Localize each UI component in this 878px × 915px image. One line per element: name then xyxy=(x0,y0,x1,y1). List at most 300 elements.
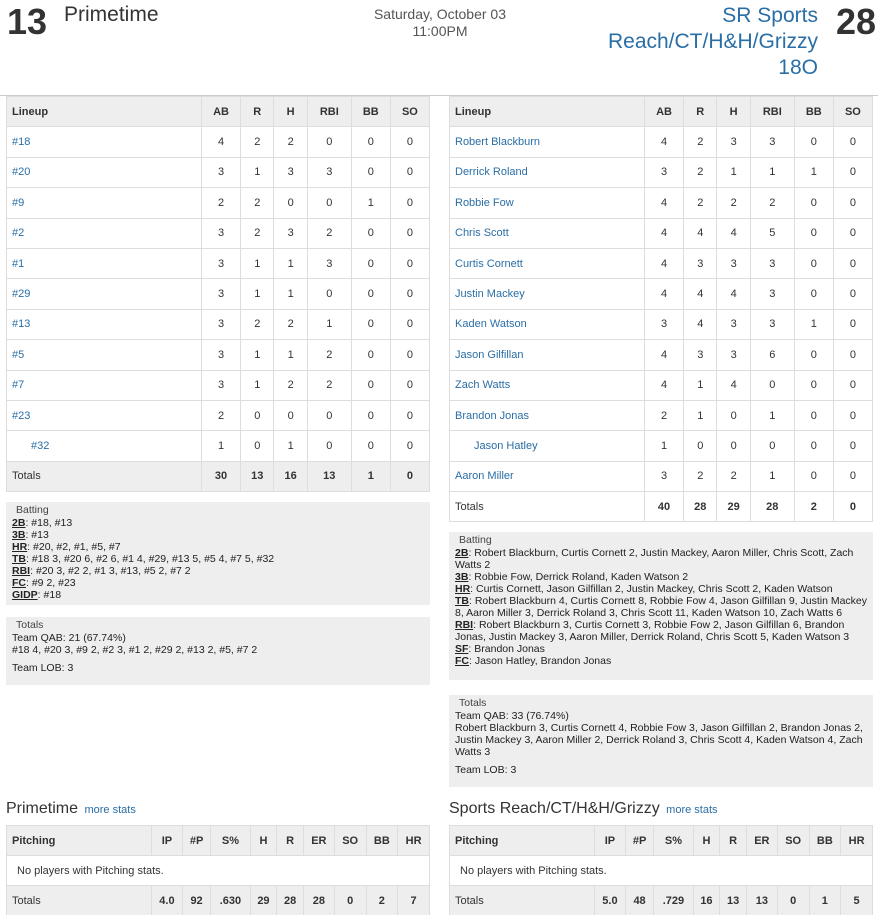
player-link[interactable]: Jason Hatley xyxy=(474,439,538,452)
stat-so: 0 xyxy=(390,157,429,187)
batting-note: FC: #9 2, #23 xyxy=(12,577,76,589)
stat-ab: 1 xyxy=(645,431,684,461)
batting-note-value: #18 3, #20 6, #2 6, #1 4, #29, #13 5, #5 4, #7 5, #32 xyxy=(31,553,275,565)
stat-r: 1 xyxy=(241,157,274,187)
batting-note: RBI: Robert Blackburn 3, Curtis Cornett 3, Robbie Fow 2, Jason Gilfillan 6, Brandon Jonas, Justin Mackey 3, Aaron Miller, Derrick Roland, Chris Scott 5, Kaden Watson 3 xyxy=(455,619,850,643)
game-date: Saturday, October 03 xyxy=(373,6,507,22)
table-row xyxy=(7,400,430,430)
table-row xyxy=(450,340,873,370)
total-bb: 1 xyxy=(351,461,390,491)
stat-rbi: 1 xyxy=(750,461,794,491)
stat-rbi: 0 xyxy=(750,370,794,400)
column-header: ER xyxy=(746,826,777,856)
stat-bb: 0 xyxy=(351,248,390,278)
column-header-r: R xyxy=(684,97,717,127)
away-team-name-line1[interactable]: SR Sports xyxy=(722,4,818,27)
stat-bb: 0 xyxy=(351,309,390,339)
player-link[interactable]: #23 xyxy=(12,409,31,422)
total-so: 0 xyxy=(833,492,872,522)
player-link[interactable]: #5 xyxy=(12,348,25,361)
away-team-name[interactable] xyxy=(568,3,818,81)
batting-note-key: 3B xyxy=(12,529,26,541)
stat-bb: 0 xyxy=(351,127,390,157)
column-header: BB xyxy=(809,826,841,856)
team-qab-value: 21 (67.74%) xyxy=(68,632,126,644)
batting-note: HR: #20, #2, #1, #5, #7 xyxy=(12,541,121,553)
pitch-total: .729 xyxy=(654,886,693,915)
column-header-ab: AB xyxy=(645,97,684,127)
column-header-ab: AB xyxy=(202,97,241,127)
column-header: R xyxy=(720,826,747,856)
pitch-total: 2 xyxy=(366,886,398,915)
game-header xyxy=(0,0,878,96)
stat-so: 0 xyxy=(390,279,429,309)
column-header-lineup: Lineup xyxy=(450,97,645,127)
stat-so: 0 xyxy=(833,461,872,491)
batting-note-value: Robbie Fow, Derrick Roland, Kaden Watson 2 xyxy=(474,571,689,583)
pitch-total: 29 xyxy=(250,886,277,915)
header-row xyxy=(7,826,430,856)
player-cell xyxy=(450,309,645,339)
batting-note-value: #13 xyxy=(31,529,49,541)
stat-r: 1 xyxy=(241,370,274,400)
pitch-total: 92 xyxy=(182,886,210,915)
player-cell xyxy=(450,248,645,278)
stat-so: 0 xyxy=(833,218,872,248)
batting-note-value: Jason Hatley, Brandon Jonas xyxy=(474,655,612,667)
player-cell xyxy=(7,218,202,248)
table-row xyxy=(450,370,873,400)
player-link[interactable]: #32 xyxy=(31,439,50,452)
stat-r: 4 xyxy=(684,218,717,248)
batting-note-key: TB xyxy=(12,553,26,565)
player-cell xyxy=(450,370,645,400)
column-header-bb: BB xyxy=(794,97,833,127)
player-link[interactable]: Robert Blackburn xyxy=(455,136,540,149)
stat-h: 2 xyxy=(274,127,307,157)
total-h: 29 xyxy=(717,492,750,522)
stat-bb: 0 xyxy=(351,279,390,309)
stat-so: 0 xyxy=(833,127,872,157)
stat-rbi: 0 xyxy=(307,400,351,430)
column-header: BB xyxy=(366,826,398,856)
away-pitching-table xyxy=(449,825,873,915)
totals-label: Totals xyxy=(450,492,645,522)
batting-note-value: Curtis Cornett, Jason Gilfillan 2, Justin Mackey, Chris Scott 2, Kaden Watson xyxy=(476,583,833,595)
stat-ab: 3 xyxy=(645,157,684,187)
stat-ab: 4 xyxy=(645,218,684,248)
player-link[interactable]: #2 xyxy=(12,227,25,240)
player-link[interactable]: Brandon Jonas xyxy=(455,409,529,422)
home-lineup-table xyxy=(6,96,430,492)
stat-r: 1 xyxy=(241,279,274,309)
column-header: IP xyxy=(595,826,626,856)
stat-h: 2 xyxy=(717,188,750,218)
stat-ab: 2 xyxy=(202,400,241,430)
stat-bb: 0 xyxy=(794,370,833,400)
batting-note: GIDP: #18 xyxy=(12,589,62,601)
player-link[interactable]: Derrick Roland xyxy=(455,166,528,179)
player-cell xyxy=(450,279,645,309)
stat-so: 0 xyxy=(833,309,872,339)
stat-h: 4 xyxy=(717,218,750,248)
stat-h: 1 xyxy=(274,248,307,278)
stat-r: 0 xyxy=(241,400,274,430)
stat-bb: 0 xyxy=(351,370,390,400)
team-qab-detail: #18 4, #20 3, #9 2, #2 3, #1 2, #29 2, #13 2, #5, #7 2 xyxy=(12,644,258,656)
player-cell xyxy=(450,461,645,491)
stat-rbi: 5 xyxy=(750,218,794,248)
away-score: 28 xyxy=(835,1,876,42)
pitch-total: Totals xyxy=(7,886,152,915)
stat-r: 2 xyxy=(684,461,717,491)
player-link[interactable]: #29 xyxy=(12,288,31,301)
table-row xyxy=(450,157,873,187)
stat-h: 4 xyxy=(717,370,750,400)
stat-so: 0 xyxy=(390,400,429,430)
stat-r: 1 xyxy=(684,400,717,430)
player-link[interactable]: Chris Scott xyxy=(455,227,509,240)
table-row xyxy=(450,279,873,309)
away-team-name-line3[interactable]: 18O xyxy=(778,56,818,79)
stat-rbi: 0 xyxy=(750,431,794,461)
home-team-name: Primetime xyxy=(64,3,159,26)
table-row xyxy=(7,309,430,339)
stat-so: 0 xyxy=(390,340,429,370)
stat-bb: 0 xyxy=(351,218,390,248)
stat-h: 1 xyxy=(717,157,750,187)
stat-rbi: 3 xyxy=(750,279,794,309)
player-link[interactable]: Zach Watts xyxy=(455,379,511,392)
player-cell xyxy=(7,157,202,187)
player-link[interactable]: #18 xyxy=(12,136,31,149)
home-score: 13 xyxy=(7,1,48,42)
stat-rbi: 0 xyxy=(307,431,351,461)
player-link[interactable]: #20 xyxy=(12,166,31,179)
player-cell xyxy=(450,431,645,461)
home-more-stats-link[interactable]: more stats xyxy=(84,804,136,816)
stat-r: 1 xyxy=(241,248,274,278)
stat-ab: 2 xyxy=(645,400,684,430)
player-link[interactable]: Curtis Cornett xyxy=(455,257,523,270)
totals-row xyxy=(450,886,873,915)
column-header: R xyxy=(277,826,304,856)
stat-so: 0 xyxy=(833,431,872,461)
stat-ab: 3 xyxy=(202,248,241,278)
player-cell xyxy=(450,340,645,370)
table-row xyxy=(7,370,430,400)
player-link[interactable]: Aaron Miller xyxy=(455,470,514,483)
total-r: 28 xyxy=(684,492,717,522)
stat-ab: 4 xyxy=(645,188,684,218)
batting-note-key: HR xyxy=(455,583,471,595)
away-pitching-heading xyxy=(449,800,718,818)
batting-note-key: GIDP xyxy=(12,589,38,601)
stat-ab: 4 xyxy=(645,248,684,278)
total-ab: 40 xyxy=(645,492,684,522)
stat-bb: 0 xyxy=(351,431,390,461)
table-row xyxy=(450,127,873,157)
batting-note: 3B: Robbie Fow, Derrick Roland, Kaden Watson 2 xyxy=(455,571,689,583)
empty-message: No players with Pitching stats. xyxy=(7,856,430,886)
total-rbi: 28 xyxy=(750,492,794,522)
stat-ab: 3 xyxy=(202,279,241,309)
totals-row xyxy=(7,461,430,491)
stat-bb: 0 xyxy=(794,431,833,461)
column-header-h: H xyxy=(274,97,307,127)
table-row xyxy=(7,218,430,248)
player-cell xyxy=(7,370,202,400)
home-totals-notes xyxy=(6,617,430,685)
stat-bb: 0 xyxy=(794,127,833,157)
team-qab-label: Team QAB: xyxy=(455,710,509,722)
stat-h: 1 xyxy=(274,340,307,370)
stat-r: 2 xyxy=(241,218,274,248)
away-team-name-line2[interactable]: Reach/CT/H&H/Grizzy xyxy=(607,30,818,53)
stat-h: 3 xyxy=(717,340,750,370)
player-link[interactable]: #9 xyxy=(12,196,25,209)
column-header-r: R xyxy=(241,97,274,127)
stat-h: 1 xyxy=(274,431,307,461)
stat-so: 0 xyxy=(833,340,872,370)
player-cell xyxy=(7,431,202,461)
stat-so: 0 xyxy=(390,218,429,248)
batting-note-value: #20, #2, #1, #5, #7 xyxy=(33,541,121,553)
stat-h: 3 xyxy=(274,218,307,248)
away-more-stats-link[interactable]: more stats xyxy=(666,804,718,816)
team-qab-label: Team QAB: xyxy=(12,632,66,644)
player-cell xyxy=(450,157,645,187)
stat-so: 0 xyxy=(390,309,429,339)
stat-r: 2 xyxy=(241,188,274,218)
pitch-total: 28 xyxy=(303,886,334,915)
batting-note-key: HR xyxy=(12,541,28,553)
stat-rbi: 6 xyxy=(750,340,794,370)
team-qab-value: 33 (76.74%) xyxy=(511,710,569,722)
table-row xyxy=(450,461,873,491)
column-header: H xyxy=(250,826,277,856)
player-cell xyxy=(7,127,202,157)
header-row xyxy=(7,97,430,127)
team-lob xyxy=(12,662,424,674)
stat-ab: 4 xyxy=(645,340,684,370)
stat-bb: 0 xyxy=(794,248,833,278)
stat-h: 0 xyxy=(274,188,307,218)
pitch-total: 48 xyxy=(625,886,653,915)
team-qab xyxy=(455,710,867,722)
column-header: ER xyxy=(303,826,334,856)
stat-ab: 2 xyxy=(202,188,241,218)
player-cell xyxy=(7,309,202,339)
team-qab-detail: Robert Blackburn 3, Curtis Cornett 4, Robbie Fow 3, Jason Gilfillan 2, Brandon Jonas 2, Justin Mackey 3, Aaron Miller 2, Derrick Roland 3, Chris Scott 4, Kaden Watson 4, Zach Watts 3 xyxy=(455,722,863,758)
batting-note-value: #18 xyxy=(43,589,62,601)
stat-so: 0 xyxy=(833,188,872,218)
column-header: S% xyxy=(654,826,693,856)
stat-rbi: 3 xyxy=(307,248,351,278)
totals-row xyxy=(7,886,430,915)
stat-bb: 1 xyxy=(794,157,833,187)
stat-ab: 3 xyxy=(645,461,684,491)
stat-so: 0 xyxy=(390,188,429,218)
stat-bb: 1 xyxy=(351,188,390,218)
batting-note: TB: #18 3, #20 6, #2 6, #1 4, #29, #13 5, #5 4, #7 5, #32 xyxy=(12,553,275,565)
pitch-total: 5 xyxy=(841,886,873,915)
column-header-bb: BB xyxy=(351,97,390,127)
player-link[interactable]: Robbie Fow xyxy=(455,196,514,209)
player-cell xyxy=(450,400,645,430)
stat-bb: 0 xyxy=(794,340,833,370)
stat-r: 2 xyxy=(684,157,717,187)
column-header-so: SO xyxy=(833,97,872,127)
stat-so: 0 xyxy=(390,431,429,461)
player-link[interactable]: Kaden Watson xyxy=(455,318,527,331)
pitch-total: 13 xyxy=(746,886,777,915)
player-cell xyxy=(7,279,202,309)
column-header-rbi: RBI xyxy=(750,97,794,127)
stat-h: 3 xyxy=(717,127,750,157)
header-row xyxy=(450,97,873,127)
batting-note-key: FC xyxy=(455,655,469,667)
stat-bb: 0 xyxy=(794,400,833,430)
stat-rbi: 2 xyxy=(307,370,351,400)
stat-r: 1 xyxy=(241,340,274,370)
stat-r: 2 xyxy=(241,127,274,157)
stat-ab: 1 xyxy=(202,431,241,461)
stat-rbi: 2 xyxy=(307,218,351,248)
stat-ab: 4 xyxy=(645,370,684,400)
column-header: IP xyxy=(152,826,183,856)
batting-note-key: SF xyxy=(455,643,469,655)
stat-so: 0 xyxy=(390,127,429,157)
stat-ab: 3 xyxy=(202,218,241,248)
total-r: 13 xyxy=(241,461,274,491)
stat-r: 4 xyxy=(684,309,717,339)
pitch-total: 7 xyxy=(398,886,430,915)
stat-r: 2 xyxy=(241,309,274,339)
total-ab: 30 xyxy=(202,461,241,491)
empty-row xyxy=(450,856,873,886)
stat-r: 2 xyxy=(684,127,717,157)
batting-note-value: Robert Blackburn, Curtis Cornett 2, Justin Mackey, Aaron Miller, Chris Scott, Zach Watts 2 xyxy=(455,547,854,571)
batting-note: RBI: #20 3, #2 2, #1 3, #13, #5 2, #7 2 xyxy=(12,565,191,577)
stat-r: 3 xyxy=(684,340,717,370)
table-row xyxy=(450,431,873,461)
player-cell xyxy=(7,400,202,430)
column-header-rbi: RBI xyxy=(307,97,351,127)
pitch-total: 1 xyxy=(809,886,841,915)
stat-rbi: 0 xyxy=(307,188,351,218)
player-link[interactable]: #7 xyxy=(12,379,25,392)
batting-note-value: #9 2, #23 xyxy=(31,577,76,589)
table-row xyxy=(7,157,430,187)
stat-rbi: 0 xyxy=(307,279,351,309)
stat-ab: 4 xyxy=(645,127,684,157)
stat-bb: 0 xyxy=(794,188,833,218)
batting-note: 3B: #13 xyxy=(12,529,49,541)
totals-notes-title: Totals xyxy=(16,619,44,631)
column-header: SO xyxy=(334,826,366,856)
stat-rbi: 3 xyxy=(750,248,794,278)
stat-bb: 1 xyxy=(794,309,833,339)
away-pitching-team: Sports Reach/CT/H&H/Grizzy xyxy=(449,800,660,817)
total-h: 16 xyxy=(274,461,307,491)
total-rbi: 13 xyxy=(307,461,351,491)
batting-note: FC: Jason Hatley, Brandon Jonas xyxy=(455,655,612,667)
game-datetime xyxy=(340,6,540,40)
stat-so: 0 xyxy=(833,279,872,309)
totals-row xyxy=(450,492,873,522)
stat-h: 2 xyxy=(274,309,307,339)
stat-so: 0 xyxy=(833,248,872,278)
batting-note-key: 2B xyxy=(455,547,469,559)
table-row xyxy=(450,218,873,248)
stat-bb: 0 xyxy=(794,218,833,248)
player-link[interactable]: Justin Mackey xyxy=(455,288,525,301)
home-pitching-team: Primetime xyxy=(6,800,79,817)
batting-notes-list xyxy=(455,547,867,667)
batting-note-value: Robert Blackburn 3, Curtis Cornett 3, Robbie Fow 2, Jason Gilfillan 6, Brandon Jonas, Justin Mackey 3, Aaron Miller, Derrick Roland, Chris Scott 5, Kaden Watson 3 xyxy=(455,619,850,643)
player-link[interactable]: #1 xyxy=(12,257,25,270)
pitch-total: Totals xyxy=(450,886,595,915)
stat-r: 0 xyxy=(241,431,274,461)
column-header: #P xyxy=(182,826,210,856)
team-lob xyxy=(455,764,867,776)
home-batting-notes xyxy=(6,502,430,605)
player-cell xyxy=(7,248,202,278)
stat-h: 3 xyxy=(274,157,307,187)
pitch-total: .630 xyxy=(211,886,250,915)
batting-note: 2B: #18, #13 xyxy=(12,517,73,529)
stat-rbi: 3 xyxy=(307,157,351,187)
stat-h: 4 xyxy=(717,279,750,309)
stat-bb: 0 xyxy=(351,340,390,370)
stat-r: 0 xyxy=(684,431,717,461)
column-header: S% xyxy=(211,826,250,856)
table-row xyxy=(7,279,430,309)
pitch-total: 28 xyxy=(277,886,304,915)
player-link[interactable]: #13 xyxy=(12,318,31,331)
stat-rbi: 2 xyxy=(750,188,794,218)
table-row xyxy=(450,400,873,430)
pitch-total: 0 xyxy=(334,886,366,915)
table-row xyxy=(7,188,430,218)
batting-note-key: TB xyxy=(455,595,469,607)
empty-message: No players with Pitching stats. xyxy=(450,856,873,886)
column-header-lineup: Lineup xyxy=(7,97,202,127)
stat-bb: 0 xyxy=(351,400,390,430)
table-row xyxy=(450,248,873,278)
stat-so: 0 xyxy=(390,370,429,400)
table-row xyxy=(7,340,430,370)
batting-note-key: FC xyxy=(12,577,26,589)
table-row xyxy=(7,127,430,157)
stat-bb: 0 xyxy=(794,461,833,491)
away-totals-notes xyxy=(449,695,873,787)
stat-bb: 0 xyxy=(351,157,390,187)
header-row xyxy=(450,826,873,856)
stat-h: 0 xyxy=(717,431,750,461)
table-row xyxy=(450,188,873,218)
empty-row xyxy=(7,856,430,886)
stat-h: 0 xyxy=(274,400,307,430)
stat-ab: 3 xyxy=(202,370,241,400)
batting-note-value: Robert Blackburn 4, Curtis Cornett 8, Robbie Fow 4, Jason Gilfillan 9, Justin Mackey 8, Aaron Miller 3, Derrick Roland 3, Chris Scott 11, Kaden Watson 10, Zach Watts 6 xyxy=(455,595,868,619)
column-header: HR xyxy=(398,826,430,856)
table-row xyxy=(450,309,873,339)
stat-h: 1 xyxy=(274,279,307,309)
player-link[interactable]: Jason Gilfillan xyxy=(455,348,524,361)
stat-ab: 4 xyxy=(202,127,241,157)
